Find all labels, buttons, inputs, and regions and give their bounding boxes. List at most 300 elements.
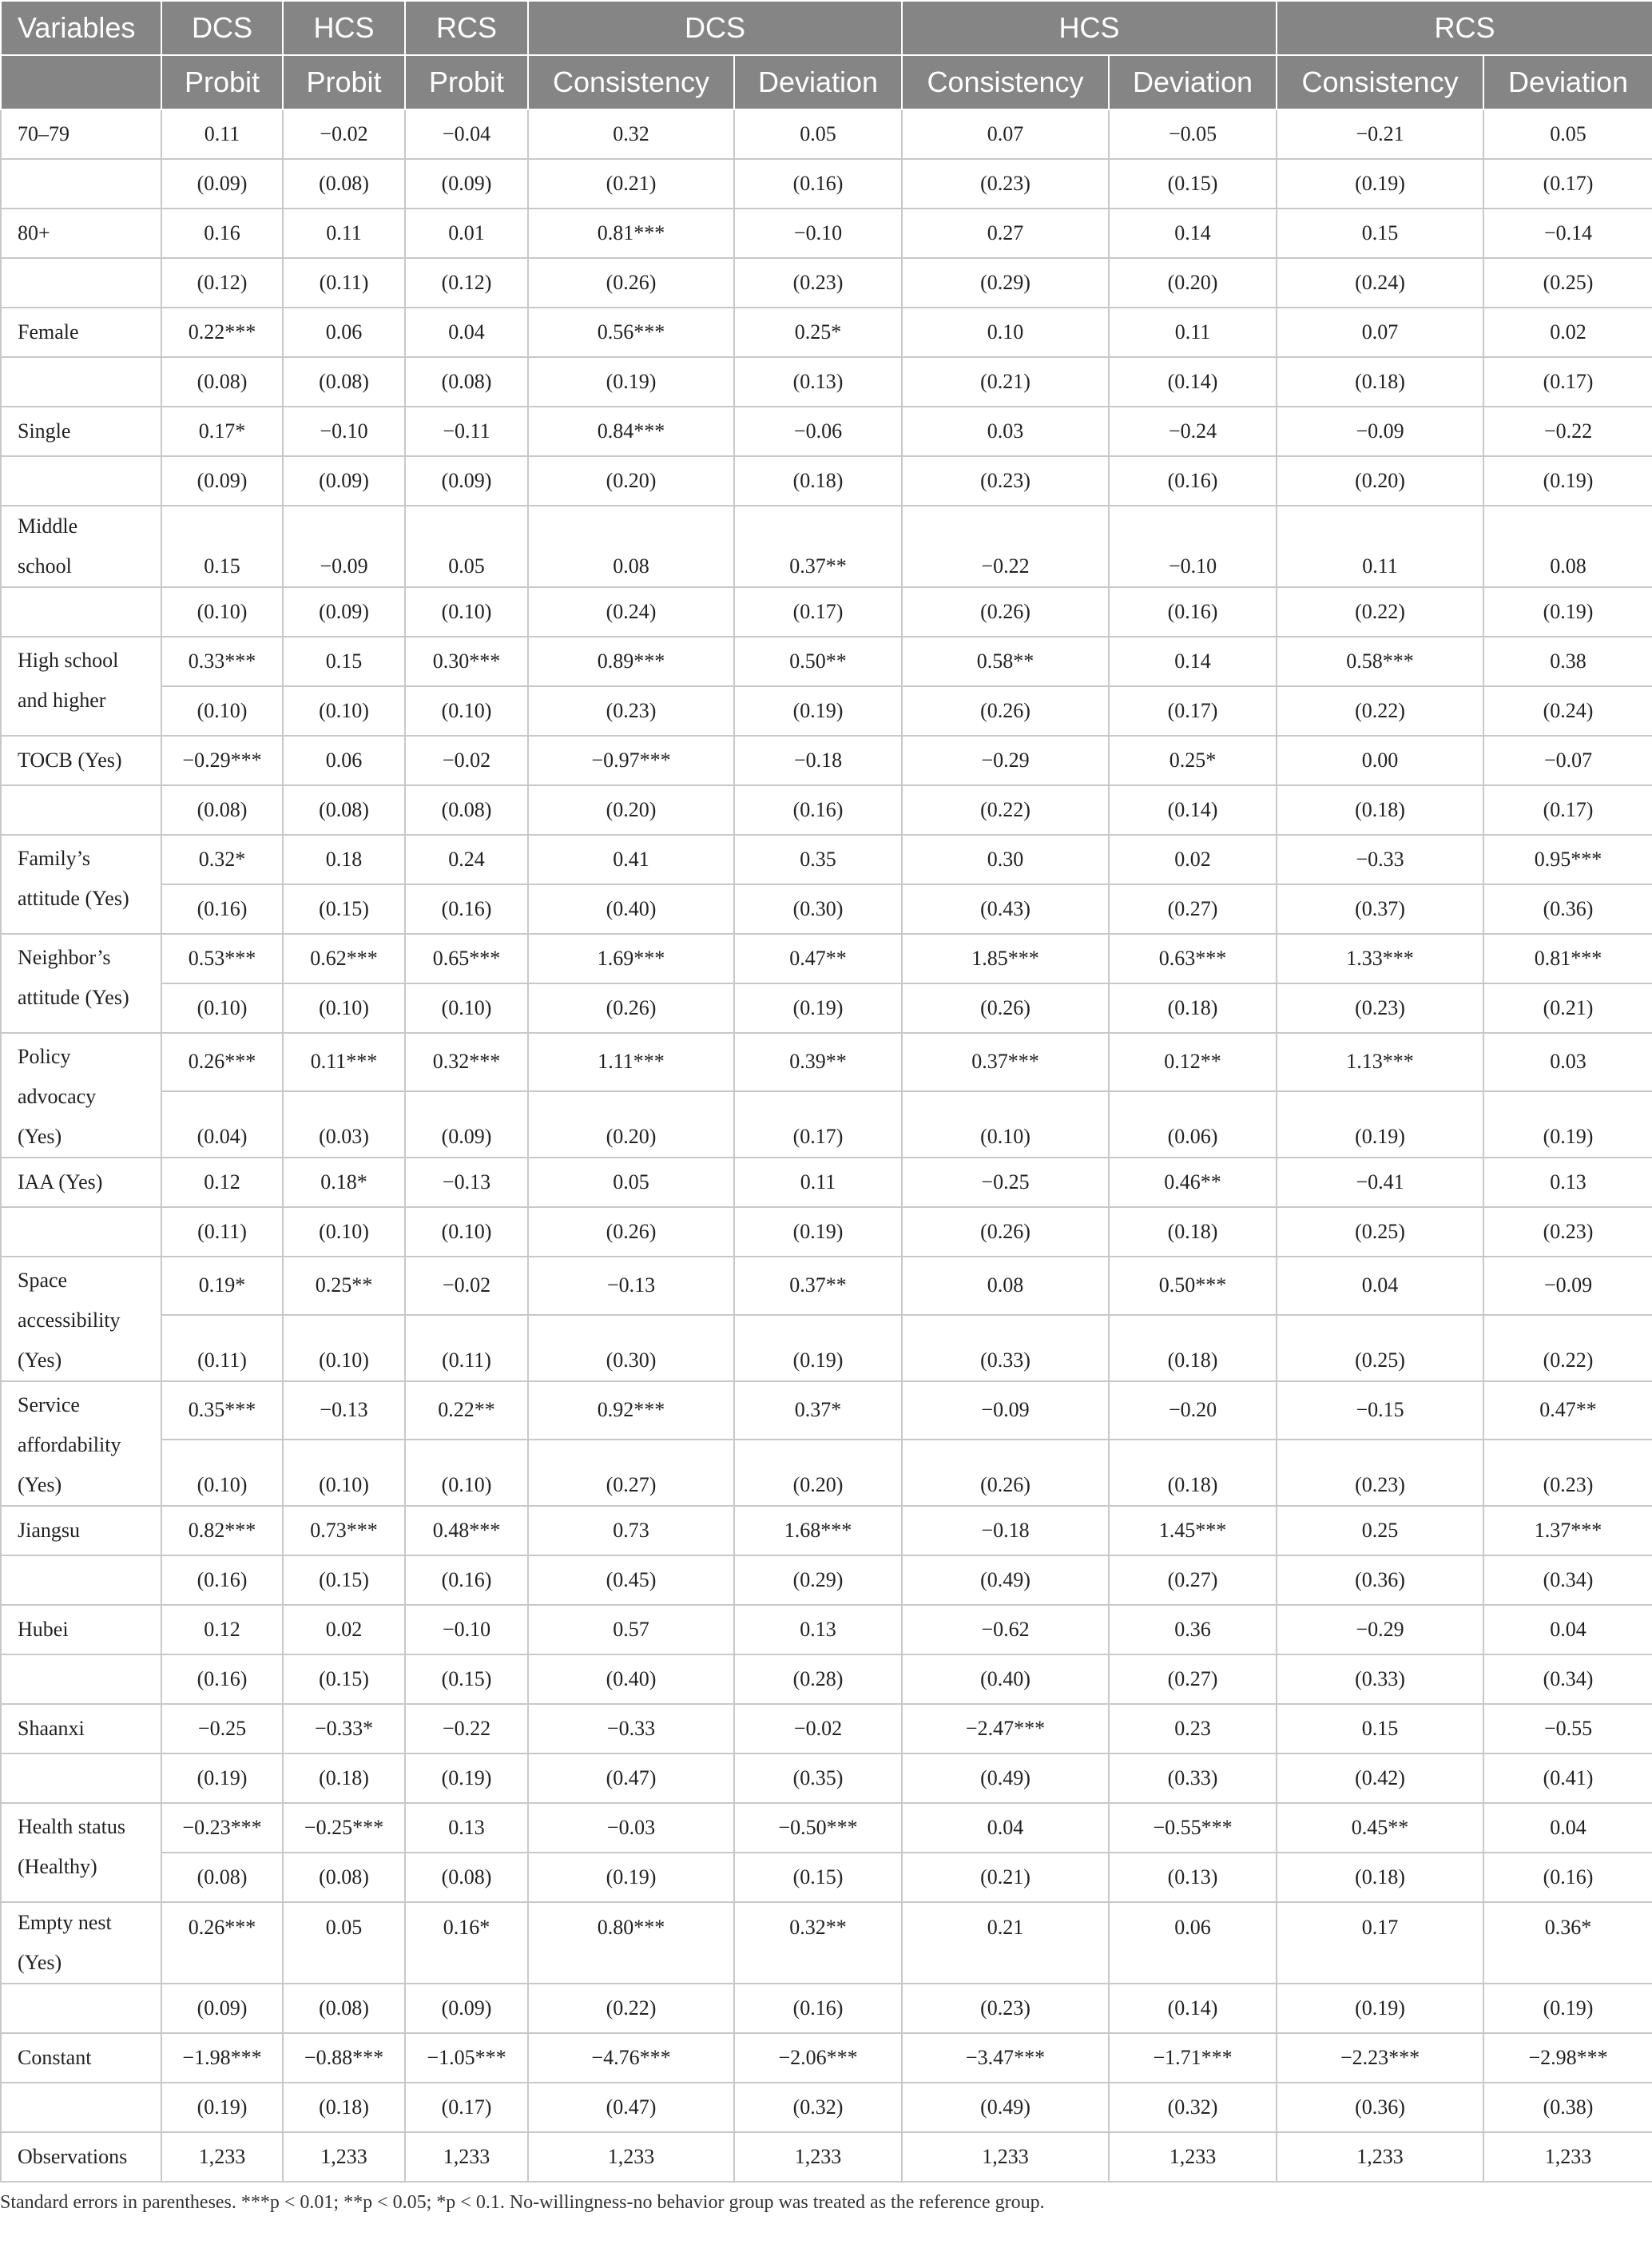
- table-cell: −0.41: [1277, 1158, 1483, 1207]
- table-cell: (0.19): [1483, 1091, 1652, 1158]
- table-cell: −0.29: [902, 736, 1109, 785]
- header-deviation-rcs: Deviation: [1483, 55, 1652, 109]
- row-label-line: attitude (Yes): [18, 887, 129, 910]
- table-cell: (0.14): [1109, 357, 1277, 407]
- table-cell: 0.05: [734, 109, 902, 159]
- table-row: [1, 1158, 1652, 1207]
- table-cell: (0.06): [1109, 1091, 1277, 1158]
- table-cell: 0.04: [902, 1803, 1109, 1853]
- table-cell: (0.15): [283, 1654, 405, 1704]
- table-cell: −0.21: [1277, 109, 1483, 159]
- row-label-line: (Yes): [18, 1473, 62, 1496]
- table-cell: 0.11***: [283, 1033, 405, 1091]
- table-cell: 0.57: [528, 1605, 734, 1654]
- table-cell: 0.03: [902, 407, 1109, 456]
- row-label: [1, 109, 161, 159]
- table-cell: (0.16): [161, 884, 283, 934]
- table-row: [1, 1381, 1652, 1440]
- table-cell: 0.32: [528, 109, 734, 159]
- table-cell: (0.23): [902, 456, 1109, 506]
- table-cell: 0.15: [283, 637, 405, 686]
- table-cell: (0.10): [405, 587, 528, 637]
- table-body: [1, 109, 1652, 2182]
- table-cell: (0.19): [1277, 159, 1483, 209]
- table-cell: 0.24: [405, 835, 528, 884]
- table-cell: (0.19): [734, 1207, 902, 1257]
- table-cell: (0.08): [283, 357, 405, 407]
- table-cell: (0.10): [161, 1440, 283, 1506]
- table-row: [1, 934, 1652, 983]
- header-row-2: [1, 55, 1652, 109]
- table-cell: (0.24): [1483, 686, 1652, 736]
- table-row: [1, 1902, 1652, 1984]
- table-cell: 0.81***: [1483, 934, 1652, 983]
- table-cell: (0.23): [734, 258, 902, 308]
- table-cell: (0.20): [734, 1440, 902, 1506]
- table-cell: (0.16): [1109, 587, 1277, 637]
- table-cell: 0.18*: [283, 1158, 405, 1207]
- table-cell: (0.18): [1109, 1440, 1277, 1506]
- row-label: [1, 1754, 161, 1803]
- table-cell: (0.13): [734, 357, 902, 407]
- table-cell: (0.19): [1483, 1984, 1652, 2033]
- table-cell: (0.18): [1109, 1315, 1277, 1381]
- table-cell: 0.03: [1483, 1033, 1652, 1091]
- table-cell: (0.18): [283, 1754, 405, 1803]
- table-cell: (0.12): [161, 258, 283, 308]
- row-label-line: and higher: [18, 689, 106, 712]
- row-label-line: advocacy: [18, 1085, 97, 1108]
- table-cell: 0.38: [1483, 637, 1652, 686]
- row-label: [1, 407, 161, 456]
- table-cell: (0.30): [528, 1315, 734, 1381]
- table-cell: 1.45***: [1109, 1506, 1277, 1555]
- table-cell: 0.30: [902, 835, 1109, 884]
- table-cell: (0.42): [1277, 1754, 1483, 1803]
- table-row: [1, 1754, 1652, 1803]
- table-row: [1, 1605, 1652, 1654]
- table-cell: −0.13: [528, 1257, 734, 1315]
- table-cell: (0.33): [902, 1315, 1109, 1381]
- table-cell: −0.97***: [528, 736, 734, 785]
- table-cell: 0.25*: [1109, 736, 1277, 785]
- row-label: [1, 159, 161, 209]
- table-cell: −0.20: [1109, 1381, 1277, 1440]
- row-label: [1, 637, 161, 736]
- table-cell: 0.37*: [734, 1381, 902, 1440]
- table-cell: 0.12: [161, 1158, 283, 1207]
- table-cell: (0.36): [1277, 1555, 1483, 1605]
- table-cell: 1,233: [405, 2132, 528, 2182]
- table-cell: (0.16): [734, 1984, 902, 2033]
- table-cell: −0.22: [405, 1704, 528, 1754]
- table-cell: −0.55***: [1109, 1803, 1277, 1853]
- table-cell: 0.21: [902, 1902, 1109, 1984]
- table-cell: 0.50***: [1109, 1257, 1277, 1315]
- table-row: [1, 1984, 1652, 2033]
- table-cell: 1,233: [1109, 2132, 1277, 2182]
- table-cell: (0.10): [283, 1315, 405, 1381]
- header-rcs-group: RCS: [1277, 1, 1652, 55]
- table-cell: 0.84***: [528, 407, 734, 456]
- row-label-line: Constant: [18, 2046, 92, 2069]
- table-cell: 1,233: [1277, 2132, 1483, 2182]
- row-label: [1, 1555, 161, 1605]
- table-cell: −0.03: [528, 1803, 734, 1853]
- row-label: [1, 1654, 161, 1704]
- table-cell: −0.62: [902, 1605, 1109, 1654]
- table-cell: 0.05: [1483, 109, 1652, 159]
- table-cell: −0.10: [1109, 506, 1277, 587]
- table-cell: (0.26): [528, 258, 734, 308]
- table-cell: 0.81***: [528, 209, 734, 258]
- table-row: [1, 357, 1652, 407]
- table-cell: 0.26***: [161, 1902, 283, 1984]
- table-cell: 0.16: [161, 209, 283, 258]
- row-label-line: 70–79: [18, 122, 69, 145]
- table-cell: (0.24): [528, 587, 734, 637]
- table-cell: −0.88***: [283, 2033, 405, 2083]
- table-cell: 0.11: [1109, 308, 1277, 357]
- table-cell: (0.15): [283, 1555, 405, 1605]
- table-cell: 0.35***: [161, 1381, 283, 1440]
- header-blank: [1, 55, 161, 109]
- table-cell: (0.09): [405, 1984, 528, 2033]
- table-cell: (0.11): [161, 1315, 283, 1381]
- header-probit-1: Probit: [161, 55, 283, 109]
- table-cell: −0.14: [1483, 209, 1652, 258]
- row-label-line: (Healthy): [18, 1855, 97, 1878]
- table-cell: 0.35: [734, 835, 902, 884]
- table-cell: (0.23): [1483, 1207, 1652, 1257]
- table-cell: 0.06: [1109, 1902, 1277, 1984]
- table-cell: −2.23***: [1277, 2033, 1483, 2083]
- header-variables: Variables: [1, 1, 161, 55]
- table-cell: (0.17): [405, 2083, 528, 2132]
- table-cell: 0.04: [405, 308, 528, 357]
- table-footnote: Standard errors in parentheses. ***p < 0.01; **p < 0.05; *p < 0.1. No-willingness-no behavior group was treated as the reference group.: [0, 2192, 1045, 2213]
- table-cell: 0.02: [1109, 835, 1277, 884]
- table-cell: 0.19*: [161, 1257, 283, 1315]
- table-cell: (0.34): [1483, 1555, 1652, 1605]
- table-cell: 0.25: [1277, 1506, 1483, 1555]
- row-label: [1, 587, 161, 637]
- table-cell: −0.02: [283, 109, 405, 159]
- table-cell: (0.09): [405, 159, 528, 209]
- table-row: [1, 1803, 1652, 1853]
- table-cell: −0.02: [405, 1257, 528, 1315]
- table-row: [1, 1207, 1652, 1257]
- header-consistency-rcs: Consistency: [1277, 55, 1483, 109]
- table-cell: 0.47**: [1483, 1381, 1652, 1440]
- table-cell: (0.18): [1109, 1207, 1277, 1257]
- table-row: [1, 983, 1652, 1033]
- table-cell: (0.09): [161, 159, 283, 209]
- table-cell: (0.10): [161, 983, 283, 1033]
- table-cell: (0.09): [283, 587, 405, 637]
- row-label: [1, 2132, 161, 2182]
- table-cell: (0.09): [405, 456, 528, 506]
- table-cell: −0.22: [1483, 407, 1652, 456]
- table-row: [1, 1704, 1652, 1754]
- table-cell: (0.40): [902, 1654, 1109, 1704]
- table-cell: 0.10: [902, 308, 1109, 357]
- table-cell: (0.09): [283, 456, 405, 506]
- table-row: [1, 209, 1652, 258]
- table-cell: (0.16): [405, 1555, 528, 1605]
- table-cell: (0.19): [1277, 1984, 1483, 2033]
- row-label-line: (Yes): [18, 1125, 62, 1148]
- table-cell: 0.08: [1483, 506, 1652, 587]
- table-cell: 0.16*: [405, 1902, 528, 1984]
- table-cell: (0.22): [1277, 686, 1483, 736]
- table-cell: −2.06***: [734, 2033, 902, 2083]
- table-cell: (0.11): [283, 258, 405, 308]
- table-cell: −0.10: [405, 1605, 528, 1654]
- row-label-line: Family’s: [18, 847, 91, 870]
- table-cell: −0.22: [902, 506, 1109, 587]
- table-cell: 0.48***: [405, 1506, 528, 1555]
- table-cell: 0.58***: [1277, 637, 1483, 686]
- table-cell: 1.68***: [734, 1506, 902, 1555]
- table-cell: 1,233: [283, 2132, 405, 2182]
- table-cell: (0.49): [902, 1754, 1109, 1803]
- row-label-line: IAA (Yes): [18, 1170, 103, 1194]
- table-row: [1, 2083, 1652, 2132]
- table-cell: (0.41): [1483, 1754, 1652, 1803]
- row-label-line: Policy: [18, 1045, 71, 1068]
- row-label-line: Single: [18, 419, 71, 443]
- table-cell: −0.10: [283, 407, 405, 456]
- table-header: [1, 1, 1652, 109]
- table-cell: 0.89***: [528, 637, 734, 686]
- table-row: [1, 686, 1652, 736]
- table-cell: (0.21): [902, 1853, 1109, 1902]
- table-cell: 0.08: [528, 506, 734, 587]
- row-label-line: Hubei: [18, 1618, 69, 1641]
- table-cell: 0.25*: [734, 308, 902, 357]
- table-cell: (0.23): [1483, 1440, 1652, 1506]
- table-cell: (0.26): [902, 686, 1109, 736]
- table-cell: −0.55: [1483, 1704, 1652, 1754]
- table-cell: 0.47**: [734, 934, 902, 983]
- table-cell: (0.09): [405, 1091, 528, 1158]
- table-cell: (0.17): [734, 1091, 902, 1158]
- table-cell: −0.05: [1109, 109, 1277, 159]
- table-cell: 1.85***: [902, 934, 1109, 983]
- row-label-line: 80+: [18, 221, 50, 244]
- table-cell: (0.11): [161, 1207, 283, 1257]
- table-cell: −0.09: [1483, 1257, 1652, 1315]
- table-cell: (0.26): [902, 587, 1109, 637]
- table-cell: 0.37**: [734, 1257, 902, 1315]
- table-cell: 0.17*: [161, 407, 283, 456]
- table-cell: (0.29): [734, 1555, 902, 1605]
- table-cell: 1,233: [734, 2132, 902, 2182]
- table-cell: (0.20): [1277, 456, 1483, 506]
- table-cell: −2.47***: [902, 1704, 1109, 1754]
- row-label: [1, 1158, 161, 1207]
- table-row: [1, 1440, 1652, 1506]
- table-cell: (0.08): [405, 357, 528, 407]
- table-cell: −0.50***: [734, 1803, 902, 1853]
- table-cell: (0.15): [734, 1853, 902, 1902]
- table-cell: −0.25***: [283, 1803, 405, 1853]
- row-label: [1, 308, 161, 357]
- table-cell: (0.33): [1109, 1754, 1277, 1803]
- table-cell: (0.10): [283, 1440, 405, 1506]
- table-cell: (0.10): [283, 983, 405, 1033]
- table-cell: (0.23): [528, 686, 734, 736]
- table-cell: (0.15): [283, 884, 405, 934]
- table-cell: (0.19): [734, 686, 902, 736]
- table-cell: −0.09: [902, 1381, 1109, 1440]
- table-row: [1, 1033, 1652, 1091]
- table-cell: 0.36*: [1483, 1902, 1652, 1984]
- table-cell: 0.06: [283, 736, 405, 785]
- table-row: [1, 884, 1652, 934]
- table-cell: (0.19): [528, 1853, 734, 1902]
- table-row: [1, 1555, 1652, 1605]
- row-label-line: High school: [18, 649, 119, 672]
- table-cell: −0.02: [405, 736, 528, 785]
- table-cell: 0.12: [161, 1605, 283, 1654]
- table-row: [1, 308, 1652, 357]
- header-deviation-dcs: Deviation: [734, 55, 902, 109]
- table-cell: (0.27): [1109, 1555, 1277, 1605]
- table-cell: 0.25**: [283, 1257, 405, 1315]
- table-cell: 0.07: [1277, 308, 1483, 357]
- table-cell: 0.53***: [161, 934, 283, 983]
- table-cell: −1.98***: [161, 2033, 283, 2083]
- row-label-line: Health status: [18, 1815, 126, 1838]
- table-cell: 0.02: [283, 1605, 405, 1654]
- row-label: [1, 1902, 161, 1984]
- table-row: [1, 1257, 1652, 1315]
- table-cell: (0.16): [1109, 456, 1277, 506]
- table-cell: (0.08): [405, 785, 528, 835]
- table-cell: (0.16): [161, 1555, 283, 1605]
- table-row: [1, 159, 1652, 209]
- row-label-line: Observations: [18, 2145, 128, 2168]
- row-label: [1, 835, 161, 934]
- table-cell: −0.18: [734, 736, 902, 785]
- table-cell: 0.08: [902, 1257, 1109, 1315]
- table-cell: (0.20): [528, 456, 734, 506]
- row-label-line: attitude (Yes): [18, 986, 129, 1009]
- table-cell: (0.14): [1109, 1984, 1277, 2033]
- row-label-line: (Yes): [18, 1348, 62, 1372]
- table-cell: 0.95***: [1483, 835, 1652, 884]
- table-cell: 0.73***: [283, 1506, 405, 1555]
- table-cell: −0.02: [734, 1704, 902, 1754]
- header-probit-3: Probit: [405, 55, 528, 109]
- table-cell: 0.05: [528, 1158, 734, 1207]
- table-cell: (0.36): [1483, 884, 1652, 934]
- table-row: [1, 2132, 1652, 2182]
- header-hcs-probit-group: HCS: [283, 1, 405, 55]
- table-cell: (0.17): [734, 587, 902, 637]
- table-cell: −0.23***: [161, 1803, 283, 1853]
- row-label-line: accessibility: [18, 1309, 121, 1332]
- row-label: [1, 456, 161, 506]
- table-cell: (0.24): [1277, 258, 1483, 308]
- table-cell: (0.26): [902, 1207, 1109, 1257]
- row-label-line: Service: [18, 1393, 80, 1416]
- table-cell: (0.03): [283, 1091, 405, 1158]
- row-label: [1, 258, 161, 308]
- table-cell: (0.10): [902, 1091, 1109, 1158]
- table-cell: (0.49): [902, 1555, 1109, 1605]
- table-cell: −0.04: [405, 109, 528, 159]
- table-cell: 0.13: [405, 1803, 528, 1853]
- header-rcs-probit-group: RCS: [405, 1, 528, 55]
- table-cell: 0.18: [283, 835, 405, 884]
- table-cell: −0.13: [405, 1158, 528, 1207]
- table-cell: (0.14): [1109, 785, 1277, 835]
- table-cell: 0.05: [283, 1902, 405, 1984]
- table-cell: 1.69***: [528, 934, 734, 983]
- table-cell: (0.23): [1277, 1440, 1483, 1506]
- table-cell: (0.25): [1277, 1315, 1483, 1381]
- table-row: [1, 637, 1652, 686]
- table-cell: (0.16): [161, 1654, 283, 1704]
- table-row: [1, 1654, 1652, 1704]
- table-cell: 0.11: [283, 209, 405, 258]
- table-cell: (0.22): [528, 1984, 734, 2033]
- table-cell: 0.82***: [161, 1506, 283, 1555]
- row-label: [1, 1257, 161, 1381]
- header-probit-2: Probit: [283, 55, 405, 109]
- table-cell: 1.37***: [1483, 1506, 1652, 1555]
- table-cell: 0.13: [734, 1605, 902, 1654]
- table-cell: −0.13: [283, 1381, 405, 1440]
- table-cell: 1,233: [1483, 2132, 1652, 2182]
- table-cell: (0.23): [902, 1984, 1109, 2033]
- header-consistency-dcs: Consistency: [528, 55, 734, 109]
- table-cell: 0.26***: [161, 1033, 283, 1091]
- table-cell: (0.33): [1277, 1654, 1483, 1704]
- table-cell: (0.10): [283, 1207, 405, 1257]
- table-cell: 0.12**: [1109, 1033, 1277, 1091]
- table-cell: 0.56***: [528, 308, 734, 357]
- table-cell: 0.65***: [405, 934, 528, 983]
- table-row: [1, 785, 1652, 835]
- table-cell: (0.20): [528, 785, 734, 835]
- table-cell: (0.10): [161, 587, 283, 637]
- table-row: [1, 258, 1652, 308]
- table-cell: (0.19): [405, 1754, 528, 1803]
- table-cell: (0.29): [902, 258, 1109, 308]
- header-hcs-group: HCS: [902, 1, 1277, 55]
- table-cell: (0.20): [1109, 258, 1277, 308]
- table-cell: 1,233: [902, 2132, 1109, 2182]
- table-cell: (0.15): [405, 1654, 528, 1704]
- table-cell: (0.22): [1483, 1315, 1652, 1381]
- table-cell: −0.24: [1109, 407, 1277, 456]
- table-cell: (0.08): [161, 785, 283, 835]
- row-label: [1, 736, 161, 785]
- row-label-line: TOCB (Yes): [18, 749, 122, 772]
- table-row: [1, 587, 1652, 637]
- table-row: [1, 2033, 1652, 2083]
- table-cell: (0.27): [528, 1440, 734, 1506]
- table-cell: 0.14: [1109, 209, 1277, 258]
- row-label: [1, 1033, 161, 1158]
- table-cell: −0.06: [734, 407, 902, 456]
- table-cell: (0.10): [283, 686, 405, 736]
- table-cell: 0.14: [1109, 637, 1277, 686]
